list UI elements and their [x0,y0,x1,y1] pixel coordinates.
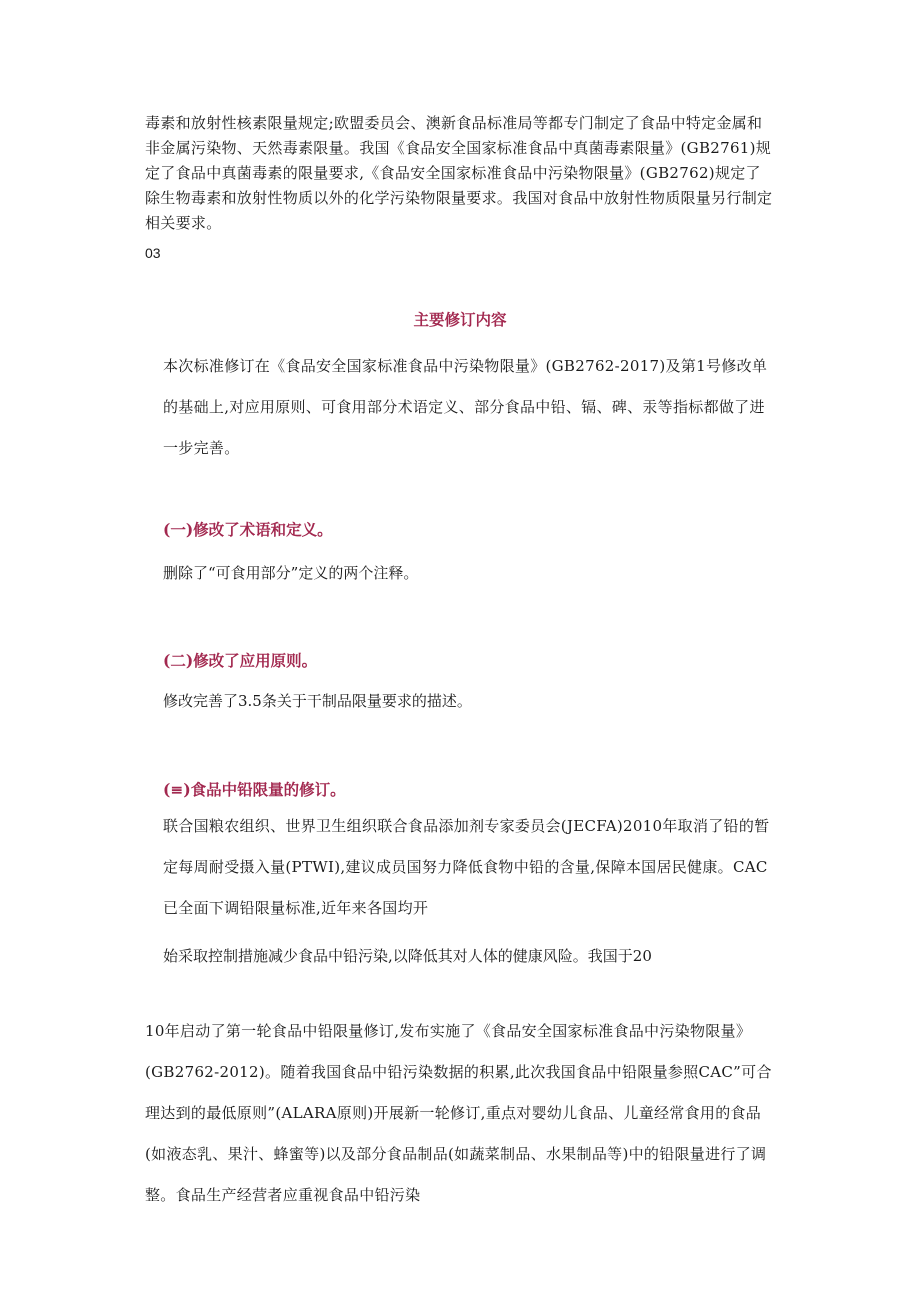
continuation-paragraph: 10年启动了第一轮食品中铅限量修订,发布实施了《食品安全国家标准食品中污染物限量》(GB2762-2012)。随着我国食品中铅污染数据的积累,此次我国食品中铅限量参照CAC”可合理达到的最低原则”(ALARA原则)开展新一轮修订,重点对婴幼儿食品、儿童经常食用的食品(如液态乳、果汁、蜂蜜等)以及部分食品制品(如蔬菜制品、水果制品等)中的铅限量进行了调整。食品生产经营者应重视食品中铅污染 [145,1022,772,1204]
subsection-1-title: (一)修改了术语和定义。 [163,520,333,539]
section-number: 03 [145,245,161,261]
subsection-3-body: 联合国粮农组织、世界卫生组织联合食品添加剂专家委员会(JECFA)2010年取消了铅的暂定每周耐受摄入量(PTWI),建议成员国努力降低食物中铅的含量,保障本国居民健康。CAC已全面下调铅限量标准,近年来各国均开 [163,817,770,917]
section-title: 主要修订内容 [413,310,507,329]
subsection-3-title: (≡)食品中铅限量的修订。 [163,780,346,799]
subsection-2-body: 修改完善了3.5条关于干制品限量要求的描述。 [163,692,472,710]
subsection-3-line: 始采取控制措施减少食品中铅污染,以降低其对人体的健康风险。我国于20 [163,947,652,965]
subsection-1-body: 删除了“可食用部分”定义的两个注释。 [163,564,419,582]
summary-paragraph: 本次标准修订在《食品安全国家标准食品中污染物限量》(GB2762-2017)及第1号修改单的基础上,对应用原则、可食用部分术语定义、部分食品中铅、镉、碑、汞等指标都做了进一步完善。 [163,357,768,457]
intro-paragraph: 毒素和放射性核素限量规定;欧盟委员会、澳新食品标准局等都专门制定了食品中特定金属和非金属污染物、天然毒素限量。我国《食品安全国家标准食品中真菌毒素限量》(GB2761)规定了食品中真菌毒素的限量要求,《食品安全国家标准食品中污染物限量》(GB2762)规定了除生物毒素和放射性物质以外的化学污染物限量要求。我国对食品中放射性物质限量另行制定相关要求。 [145,114,773,232]
subsection-2-title: (二)修改了应用原则。 [163,651,318,670]
